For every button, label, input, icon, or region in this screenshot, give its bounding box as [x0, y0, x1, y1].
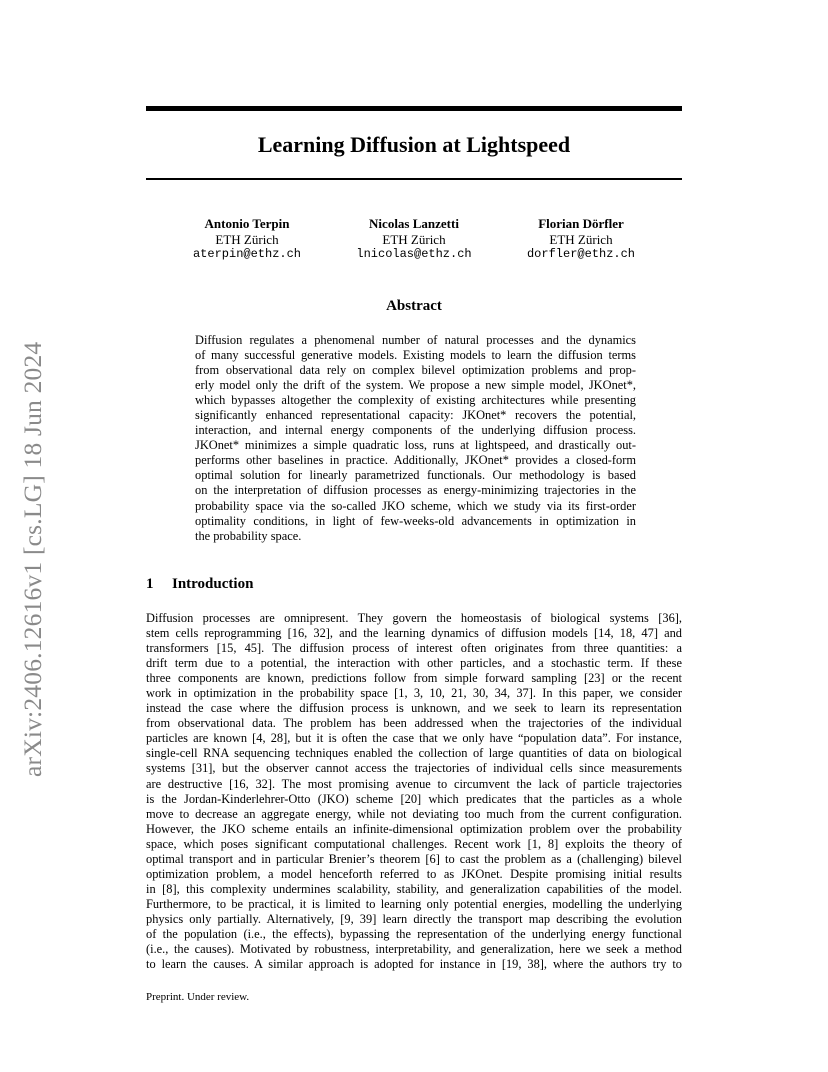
- abstract-line: Diffusion regulates a phenomenal number of natural processes and the dynamics: [195, 333, 636, 347]
- intro-line: particles are known [4, 28], but it is often the case that we only have “population data”. For instance,: [146, 731, 682, 746]
- intro-line: systems [31], but the observer cannot access the trajectories of individual cells since measurements: [146, 761, 682, 776]
- intro-line: in [8], this complexity undermines scalability, stability, and generalization capabilities of the model.: [146, 881, 682, 896]
- abstract-line: optimal solution for linearly parametrized functionals. Our methodology is based: [195, 468, 636, 483]
- author-name: Antonio Terpin: [204, 216, 290, 231]
- abstract-line: on the interpretation of diffusion processes as energy-minimizing trajectories in the: [195, 483, 636, 498]
- title-rule-top: [146, 106, 682, 111]
- author-affiliation: ETH Zürich: [382, 231, 446, 247]
- intro-line: instead the case where the diffusion process is unknown, and we seek to learn its representation: [146, 701, 682, 716]
- abstract-line: the probability space.: [195, 528, 302, 543]
- arxiv-identifier: arXiv:2406.12616v1 [cs.LG] 18 Jun 2024: [18, 341, 47, 777]
- intro-line: optimization problem, a model henceforth referred to as JKOnet. Despite promising initial results: [146, 866, 682, 881]
- introduction-body: [146, 611, 682, 972]
- author-name: Florian Dörfler: [538, 216, 624, 231]
- abstract-line: JKOnet* minimizes a simple quadratic loss, runs at lightspeed, and drastically out-: [195, 438, 636, 453]
- intro-line: to learn the causes. A similar approach is adopted for instance in [19, 38], where the authors try to: [146, 957, 682, 972]
- intro-line: optimal transport and in particular Brenier’s theorem [6] to cast the problem as a (challenging) bilevel: [146, 851, 682, 866]
- author-block: [514, 216, 648, 263]
- intro-line: drift term due to a potential, the interaction with other particles, and a stochastic term. If these: [146, 656, 682, 671]
- title-rule-bottom: [146, 178, 682, 180]
- intro-line: physics only partially. Alternatively, [9, 39] learn directly the transport map describing the evolution: [146, 911, 682, 926]
- abstract-line: of many successful generative models. Existing models to learn the diffusion terms: [195, 348, 636, 363]
- intro-line: work in optimization in the probability space [1, 3, 10, 21, 30, 34, 37]. In this paper, we consider: [146, 686, 682, 701]
- intro-line: three components are known, predictions follow from simple forward sampling [23] or the recent: [146, 671, 682, 686]
- author-email: aterpin@ethz.ch: [192, 247, 302, 261]
- abstract-line: performs other baselines in practice. Additionally, JKOnet* provides a closed-form: [195, 453, 636, 468]
- author-email: lnicolas@ethz.ch: [356, 247, 472, 261]
- section-title: Introduction: [172, 576, 254, 592]
- author-name: Nicolas Lanzetti: [369, 216, 459, 231]
- author-affiliation: ETH Zürich: [215, 231, 279, 247]
- intro-line: stem cells reprogramming [16, 32], and the learning dynamics of diffusion models [14, 18, 47] and: [146, 626, 682, 641]
- author-block: [346, 216, 482, 263]
- abstract-line: probability space via the so-called JKO scheme, which we study via its first-order: [195, 498, 636, 513]
- intro-line: move to decrease an aggregate energy, while not deviating too much from the current configuration.: [146, 806, 682, 821]
- intro-line: space, which poses significant computational challenges. Recent work [1, 8] exploits the theory of: [146, 836, 682, 851]
- abstract-line: interaction, and internal energy components of the underlying diffusion process.: [195, 423, 636, 438]
- section-number: 1: [146, 576, 154, 592]
- abstract-line: which bypasses altogether the complexity of existing architectures while presenting: [195, 393, 636, 408]
- abstract-line: significantly enhanced representational capacity: JKOnet* recovers the potential,: [195, 408, 636, 423]
- intro-line: However, the JKO scheme entails an infinite-dimensional optimization problem over the probability: [146, 821, 682, 836]
- intro-line: of the population (i.e., the effects), bypassing the representation of the underlying energy functional: [146, 926, 682, 941]
- abstract-line: optimality conditions, in light of few-weeks-old advancements in optimization in: [195, 513, 636, 528]
- intro-line: from observational data. The problem has been addressed when the trajectories of the individual: [146, 716, 682, 731]
- page-footer: Preprint. Under review.: [146, 991, 250, 1003]
- abstract-line: from observational data rely on complex bilevel optimization problems and prop-: [195, 363, 636, 378]
- author-block: [180, 216, 314, 263]
- author-affiliation: ETH Zürich: [549, 231, 613, 247]
- intro-line: are destructive [16, 32]. The most promising avenue to circumvent the lack of particle trajectories: [146, 776, 682, 791]
- intro-line: Furthermore, to be practical, it is limited to learning only potential energies, modelling the underlying: [146, 896, 682, 911]
- intro-line: (i.e., the causes). Motivated by robustness, interpretability, and generalization, here we seek a method: [146, 942, 682, 957]
- author-email: dorfler@ethz.ch: [526, 247, 636, 261]
- intro-line: transformers [15, 45]. The diffusion process of interest often originates from three quantities: a: [146, 641, 682, 656]
- intro-line: Diffusion processes are omnipresent. They govern the homeostasis of biological systems [36],: [146, 611, 682, 625]
- abstract-line: erly model only the drift of the system. We propose a new simple model, JKOnet*,: [195, 378, 636, 393]
- intro-line: is the Jordan-Kinderlehrer-Otto (JKO) scheme [20] which predicates that the particles as a whole: [146, 791, 682, 806]
- intro-line: single-cell RNA sequencing techniques enabled the collection of large quantities of data on biological: [146, 746, 682, 761]
- paper-title: Learning Diffusion at Lightspeed: [257, 132, 571, 157]
- abstract-body: [195, 333, 636, 544]
- section-heading: [146, 576, 253, 593]
- abstract-heading: Abstract: [386, 298, 442, 314]
